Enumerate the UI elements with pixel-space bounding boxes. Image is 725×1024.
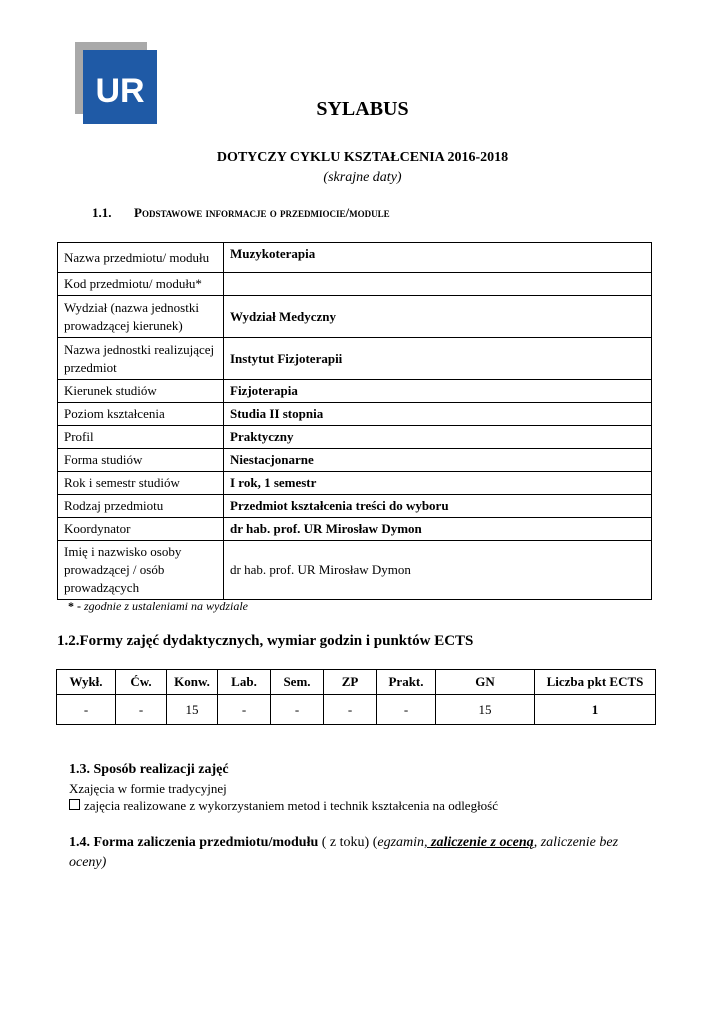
table-row [58, 296, 652, 338]
option-label: zajęcia w formie tradycyjnej [78, 781, 227, 796]
hours-header-row [57, 670, 656, 695]
table-row [58, 426, 652, 449]
row-value: Instytut Fizjoterapii [224, 338, 652, 380]
table-row [58, 449, 652, 472]
table-row [58, 518, 652, 541]
mode-note: ( z toku) ( [318, 835, 378, 850]
header-cell: Konw. [167, 670, 218, 695]
header-cell: Sem. [271, 670, 324, 695]
row-label: Profil [58, 426, 224, 449]
table-row [58, 338, 652, 380]
row-label: Kod przedmiotu/ modułu* [58, 273, 224, 296]
hours-value-row [57, 695, 656, 725]
row-label: Nazwa jednostki realizującej przedmiot [58, 338, 224, 380]
row-label: Poziom kształcenia [58, 403, 224, 426]
value-cell: - [377, 695, 436, 725]
cycle-heading: DOTYCZY CYKLU KSZTAŁCENIA 2016-2018 [216, 150, 509, 165]
course-info-table [57, 242, 652, 600]
row-value: Niestacjonarne [224, 449, 652, 472]
row-value: dr hab. prof. UR Mirosław Dymon [224, 541, 652, 600]
section-1-3-heading: 1.3. Sposób realizacji zajęć [69, 762, 229, 777]
value-cell: - [116, 695, 167, 725]
row-label: Imię i nazwisko osoby prowadzącej / osób prowadzących [58, 541, 224, 600]
cycle-note: (skrajne daty) [323, 170, 402, 185]
row-value: Muzykoterapia [224, 243, 652, 273]
section-1-1-heading [92, 205, 390, 221]
value-cell: 15 [436, 695, 535, 725]
value-cell: - [271, 695, 324, 725]
header-cell: Prakt. [377, 670, 436, 695]
row-value: Przedmiot kształcenia treści do wyboru [224, 495, 652, 518]
option-traditional [69, 781, 227, 797]
value-cell: - [57, 695, 116, 725]
row-label: Rodzaj przedmiotu [58, 495, 224, 518]
header-cell: Liczba pkt ECTS [535, 670, 656, 695]
header-cell: Lab. [218, 670, 271, 695]
row-label: Wydział (nazwa jednostki prowadzącej kierunek) [58, 296, 224, 338]
section-title: Podstawowe informacje o przedmiocie/module [134, 205, 390, 220]
value-cell: - [324, 695, 377, 725]
table-row [58, 541, 652, 600]
logo-text: UR [95, 72, 145, 110]
row-value [224, 273, 652, 296]
empty-checkbox-icon [69, 799, 80, 810]
row-label: Rok i semestr studiów [58, 472, 224, 495]
footnote-mark: * - [68, 599, 81, 613]
row-label: Koordynator [58, 518, 224, 541]
hours-table [56, 669, 656, 725]
value-cell: 15 [167, 695, 218, 725]
table-row [58, 403, 652, 426]
table-row [58, 243, 652, 273]
option-remote [69, 798, 498, 814]
option-no-grade: , zaliczenie bez oceny) [69, 835, 619, 870]
section-1-4 [69, 833, 649, 873]
header-cell: Wykł. [57, 670, 116, 695]
header-cell: GN [436, 670, 535, 695]
footnote [68, 599, 248, 614]
row-label: Kierunek studiów [58, 380, 224, 403]
separator: , [424, 835, 428, 850]
selected-option: zaliczenie z oceną [427, 835, 534, 850]
ects-value-cell: 1 [535, 695, 656, 725]
checked-mark: X [69, 781, 79, 796]
section-1-4-heading: 1.4. Forma zaliczenia przedmiotu/modułu [69, 835, 319, 850]
option-label: zajęcia realizowane z wykorzystaniem metod i technik kształcenia na odległość [84, 798, 499, 813]
table-row [58, 495, 652, 518]
section-1-2-heading: 1.2.Formy zajęć dydaktycznych, wymiar godzin i punktów ECTS [57, 633, 474, 649]
footnote-text: zgodnie z ustaleniami na wydziale [84, 599, 248, 613]
document-title: SYLABUS [316, 98, 409, 120]
row-value: Wydział Medyczny [224, 296, 652, 338]
header-cell: ZP [324, 670, 377, 695]
header-cell: Ćw. [116, 670, 167, 695]
row-value: Fizjoterapia [224, 380, 652, 403]
row-value: dr hab. prof. UR Mirosław Dymon [224, 518, 652, 541]
row-value: I rok, 1 semestr [224, 472, 652, 495]
row-value: Praktyczny [224, 426, 652, 449]
table-row [58, 472, 652, 495]
table-row [58, 380, 652, 403]
option-exam: egzamin [377, 835, 425, 850]
section-number: 1.1. [92, 205, 112, 220]
row-value: Studia II stopnia [224, 403, 652, 426]
row-label: Nazwa przedmiotu/ modułu [58, 243, 224, 273]
row-label: Forma studiów [58, 449, 224, 472]
table-row [58, 273, 652, 296]
value-cell: - [218, 695, 271, 725]
